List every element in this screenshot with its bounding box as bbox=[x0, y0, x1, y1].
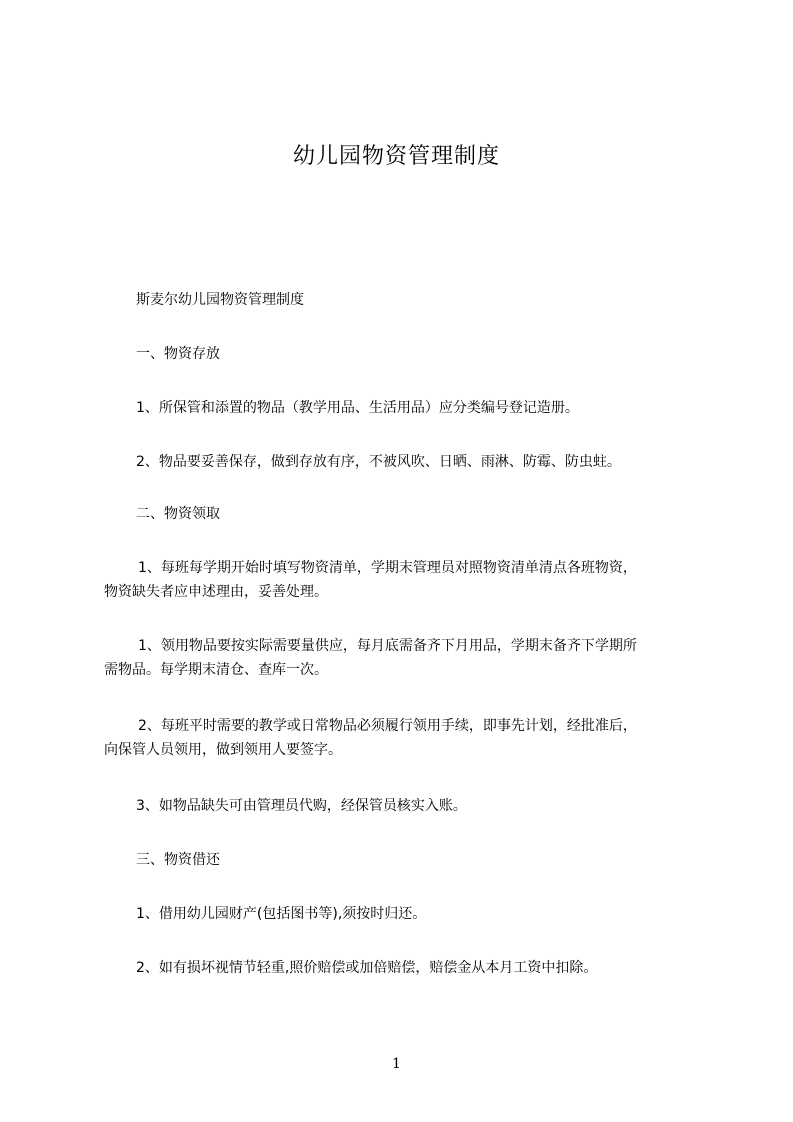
section-heading-storage bbox=[104, 342, 694, 366]
paragraph-line: 1、借用幼儿园财产(包括图书等),须按时归还。 bbox=[136, 906, 427, 922]
paragraph-line: 1、每班每学期开始时填写物资清单，学期末管理员对照物资清单清点各班物资， bbox=[138, 560, 637, 576]
paragraph-line: 2、物品要妥善保存，做到存放有序，不被风吹、日晒、雨淋、防霉、防虫蛀。 bbox=[136, 454, 621, 470]
paragraph-collection-3 bbox=[104, 714, 694, 762]
paragraph-borrowing-1 bbox=[104, 902, 694, 926]
section-heading-borrowing bbox=[104, 848, 694, 872]
paragraph-collection-4 bbox=[104, 794, 694, 818]
paragraph-line: 物资缺失者应申述理由，妥善处理。 bbox=[104, 584, 328, 600]
paragraph-line: 二、物资领取 bbox=[136, 506, 220, 522]
paragraph-storage-2 bbox=[104, 450, 694, 474]
paragraph-line: 需物品。每学期末清仓、查库一次。 bbox=[104, 662, 328, 678]
paragraph-subtitle bbox=[104, 288, 694, 312]
section-heading-collection bbox=[104, 502, 694, 526]
paragraph-line: 2、每班平时需要的教学或日常物品必须履行领用手续，即事先计划，经批准后， bbox=[138, 718, 637, 734]
paragraph-line: 3、如物品缺失可由管理员代购，经保管员核实入账。 bbox=[136, 798, 467, 814]
paragraph-line: 三、物资借还 bbox=[136, 852, 220, 868]
page-number: 1 bbox=[392, 1056, 401, 1072]
paragraph-line: 一、物资存放 bbox=[136, 346, 220, 362]
document-title: 幼儿园物资管理制度 bbox=[292, 144, 500, 169]
paragraph-borrowing-2 bbox=[104, 956, 694, 980]
paragraph-line: 向保管人员领用，做到领用人要签字。 bbox=[104, 742, 342, 758]
paragraph-line: 1、所保管和添置的物品（教学用品、生活用品）应分类编号登记造册。 bbox=[136, 400, 579, 416]
paragraph-line: 斯麦尔幼儿园物资管理制度 bbox=[136, 292, 304, 308]
paragraph-collection-2 bbox=[104, 634, 694, 682]
paragraph-collection-1 bbox=[104, 556, 694, 604]
paragraph-line: 2、如有损坏视情节轻重,照价赔偿或加倍赔偿，赔偿金从本月工资中扣除。 bbox=[136, 960, 598, 976]
paragraph-line: 1、领用物品要按实际需要量供应，每月底需备齐下月用品，学期末备齐下学期所 bbox=[138, 638, 637, 654]
paragraph-storage-1 bbox=[104, 396, 694, 420]
